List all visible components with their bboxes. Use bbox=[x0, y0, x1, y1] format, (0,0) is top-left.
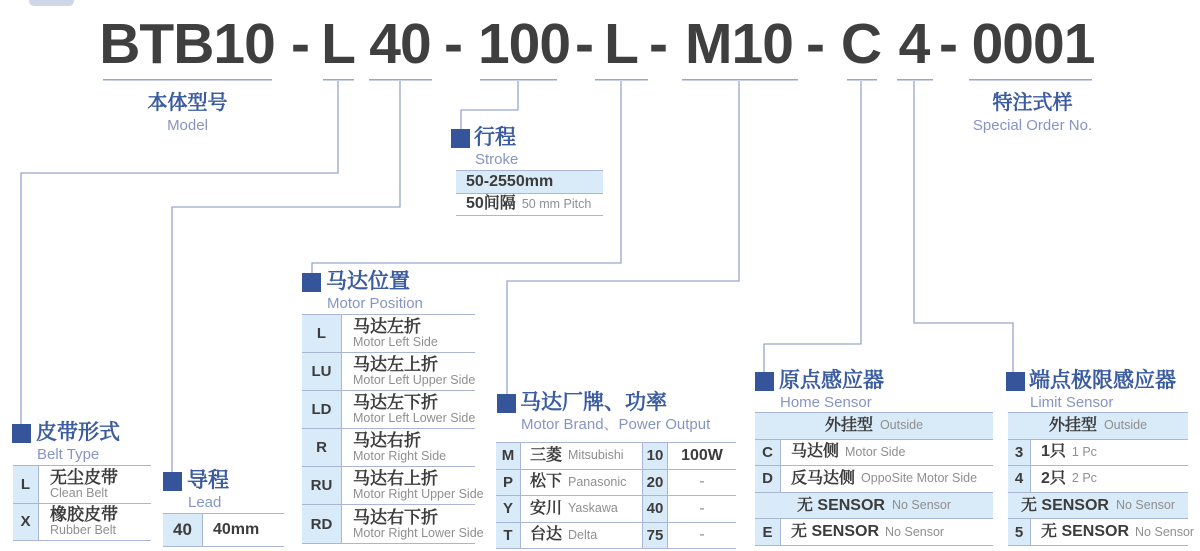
lead-table bbox=[163, 513, 284, 547]
brand-en: Panasonic bbox=[568, 474, 627, 489]
code-cell: RD bbox=[302, 505, 342, 542]
label-zh: 马达右上折 bbox=[353, 469, 438, 489]
label-en: OppoSite Motor Side bbox=[861, 471, 978, 486]
group-header-en: No Sensor bbox=[891, 498, 952, 513]
label-en: 1 Pc bbox=[1071, 444, 1097, 459]
model-code-segment: M10 bbox=[685, 12, 793, 76]
model-label-en: Model bbox=[167, 117, 208, 134]
table-row bbox=[496, 470, 736, 497]
label-cell bbox=[781, 466, 977, 492]
label-zh: 40mm bbox=[213, 521, 260, 538]
label-zh: 反马达侧 bbox=[791, 469, 856, 487]
code-cell: 5 bbox=[1008, 519, 1031, 545]
limit-sensor-title-zh: 端点极限感应器 bbox=[1029, 369, 1176, 392]
table-row bbox=[456, 171, 603, 194]
table-row bbox=[496, 496, 736, 523]
belt-type-title-zh: 皮带形式 bbox=[36, 421, 120, 444]
group-header-zh: 无 SENSOR bbox=[796, 496, 885, 514]
table-row bbox=[13, 504, 151, 542]
table-row bbox=[496, 443, 736, 470]
label-en: Motor Right Lower Side bbox=[353, 525, 484, 540]
table-group-header bbox=[755, 413, 993, 440]
code-cell: 3 bbox=[1008, 440, 1031, 466]
label-cell bbox=[1031, 519, 1195, 545]
brand-cell bbox=[521, 523, 643, 549]
stroke-value-zh: 50-2550mm bbox=[466, 172, 554, 190]
code-cell: T bbox=[496, 523, 521, 549]
label-cell bbox=[39, 504, 118, 541]
motor-position-table bbox=[302, 314, 484, 544]
label-cell bbox=[781, 519, 944, 545]
home-sensor-title-zh: 原点感应器 bbox=[779, 369, 884, 392]
label-cell bbox=[781, 440, 905, 466]
table-row bbox=[302, 429, 475, 467]
stroke-cell bbox=[456, 194, 591, 216]
label-en: Rubber Belt bbox=[50, 523, 117, 538]
motor-position-square-icon bbox=[302, 273, 321, 292]
lead-title-en: Lead bbox=[188, 494, 222, 511]
model-code-segment: - bbox=[806, 12, 824, 76]
section-special-order bbox=[955, 91, 1110, 135]
label-cell bbox=[1031, 440, 1097, 466]
model-code bbox=[0, 0, 1200, 90]
label-en: Motor Left Side bbox=[353, 335, 438, 350]
model-code-segment: - bbox=[444, 12, 462, 76]
model-code-segment: - bbox=[939, 12, 957, 76]
motor-position-title-en: Motor Position bbox=[327, 295, 423, 312]
model-code-segment: BTB10 bbox=[99, 12, 275, 76]
label-cell bbox=[342, 429, 446, 466]
stroke-square-icon bbox=[451, 129, 470, 148]
power-value-cell: - bbox=[699, 499, 705, 517]
motor-brand-square-icon bbox=[497, 394, 516, 413]
home-sensor-table bbox=[755, 412, 993, 546]
code-cell: L bbox=[302, 315, 342, 352]
home-sensor-title-en: Home Sensor bbox=[780, 394, 872, 411]
code-cell: P bbox=[496, 470, 521, 496]
label-zh: 无尘皮带 bbox=[50, 467, 118, 487]
group-header-zh: 无 SENSOR bbox=[1020, 496, 1109, 514]
table-row bbox=[1008, 466, 1188, 493]
code-cell: D bbox=[755, 466, 781, 492]
table-row bbox=[302, 467, 484, 505]
table-row bbox=[1008, 519, 1195, 546]
power-value-cell: - bbox=[699, 473, 705, 491]
code-cell: LU bbox=[302, 353, 342, 390]
label-cell bbox=[342, 467, 484, 504]
limit-sensor-table bbox=[1008, 412, 1195, 546]
label-en: No Sensor bbox=[885, 524, 945, 539]
belt-type-table bbox=[13, 465, 151, 541]
label-en: Clean Belt bbox=[50, 485, 108, 500]
table-row bbox=[755, 519, 993, 546]
model-code-segment: - bbox=[649, 12, 667, 76]
table-row bbox=[302, 353, 475, 391]
model-code-segment: L bbox=[321, 12, 355, 76]
code-cell: LD bbox=[302, 391, 342, 428]
code-cell: RU bbox=[302, 467, 342, 504]
home-sensor-square-icon bbox=[755, 372, 774, 391]
motor-brand-table bbox=[496, 442, 736, 549]
brand-zh: 安川 bbox=[530, 499, 563, 517]
label-cell bbox=[342, 391, 475, 428]
label-zh: 马达右下折 bbox=[353, 507, 438, 527]
code-cell: R bbox=[302, 429, 342, 466]
power-value-cell: 100W bbox=[681, 446, 723, 464]
table-row bbox=[13, 466, 151, 504]
lead-title-zh: 导程 bbox=[187, 469, 229, 492]
section-model bbox=[103, 91, 272, 135]
label-en: No Sensor bbox=[1135, 524, 1195, 539]
brand-zh: 台达 bbox=[530, 526, 563, 544]
limit-sensor-title-en: Limit Sensor bbox=[1030, 394, 1114, 411]
label-en: Motor Left Lower Side bbox=[353, 411, 476, 426]
model-code-segment: L bbox=[604, 12, 638, 76]
label-zh: 无 SENSOR bbox=[791, 523, 880, 541]
group-header-zh: 外挂型 bbox=[824, 416, 873, 434]
model-code-segment: 40 bbox=[369, 12, 431, 76]
power-code-cell: 20 bbox=[643, 470, 668, 496]
special-order-label-zh: 特注式样 bbox=[992, 92, 1073, 114]
brand-zh: 松下 bbox=[530, 473, 563, 491]
label-zh: 无 SENSOR bbox=[1041, 523, 1130, 541]
code-cell: E bbox=[755, 519, 781, 545]
label-zh: 马达右折 bbox=[353, 431, 421, 451]
label-zh: 马达左上折 bbox=[353, 355, 438, 375]
power-code-cell: 40 bbox=[643, 496, 668, 522]
table-row bbox=[302, 505, 484, 543]
belt-type-title-en: Belt Type bbox=[37, 446, 100, 463]
stroke-title-zh: 行程 bbox=[474, 126, 516, 149]
label-en: Motor Left Upper Side bbox=[353, 373, 476, 388]
model-code-segment: C bbox=[840, 12, 882, 76]
code-cell: M bbox=[496, 443, 521, 469]
brand-en: Delta bbox=[568, 527, 598, 542]
label-cell bbox=[39, 466, 118, 503]
motor-position-title-zh: 马达位置 bbox=[326, 270, 410, 293]
group-header-zh: 外挂型 bbox=[1048, 416, 1097, 434]
label-cell bbox=[342, 353, 475, 390]
table-row bbox=[302, 391, 475, 429]
model-code-segment: - bbox=[575, 12, 593, 76]
group-header-en: No Sensor bbox=[1115, 498, 1176, 513]
power-code-cell: 10 bbox=[643, 443, 668, 469]
group-header-en: Outside bbox=[879, 418, 924, 433]
table-group-header bbox=[1008, 413, 1188, 440]
label-cell bbox=[342, 315, 438, 352]
brand-zh: 三菱 bbox=[530, 446, 563, 464]
stroke-title-en: Stroke bbox=[475, 151, 519, 168]
label-zh: 2只 bbox=[1041, 469, 1066, 487]
label-zh: 马达左下折 bbox=[353, 393, 438, 413]
model-code-segment: 4 bbox=[898, 12, 930, 76]
label-cell bbox=[203, 514, 265, 546]
code-cell: 4 bbox=[1008, 466, 1031, 492]
label-en: Motor Right Upper Side bbox=[353, 487, 484, 502]
belt-type-square-icon bbox=[12, 424, 31, 443]
group-header-en: Outside bbox=[1103, 418, 1148, 433]
brand-en: Mitsubishi bbox=[568, 448, 624, 463]
special-order-label-en: Special Order No. bbox=[972, 117, 1093, 134]
lead-square-icon bbox=[163, 472, 182, 491]
label-cell bbox=[342, 505, 484, 542]
table-group-header bbox=[1008, 493, 1188, 520]
code-cell: X bbox=[13, 504, 39, 541]
power-code-cell: 75 bbox=[643, 523, 668, 549]
table-row bbox=[302, 315, 475, 353]
stroke-table bbox=[456, 170, 603, 216]
brand-cell bbox=[521, 443, 643, 469]
model-code-segment: - bbox=[291, 12, 309, 76]
label-cell bbox=[1031, 466, 1097, 492]
table-group-header bbox=[755, 493, 993, 520]
power-value-cell: - bbox=[699, 526, 705, 544]
code-cell: 40 bbox=[163, 514, 203, 546]
motor-brand-title-en: Motor Brand、Power Output bbox=[521, 416, 711, 433]
model-code-segment: 0001 bbox=[971, 12, 1095, 76]
label-en: 2 Pc bbox=[1071, 471, 1097, 486]
code-cell: Y bbox=[496, 496, 521, 522]
stroke-value-zh: 50间隔 bbox=[466, 195, 516, 213]
limit-sensor-square-icon bbox=[1006, 372, 1025, 391]
table-row bbox=[163, 514, 284, 547]
label-zh: 橡胶皮带 bbox=[50, 505, 118, 525]
model-label-zh: 本体型号 bbox=[147, 92, 228, 114]
stroke-value-en: 50 mm Pitch bbox=[521, 196, 592, 211]
table-row bbox=[755, 440, 993, 467]
label-en: Motor Side bbox=[845, 444, 906, 459]
code-cell: C bbox=[755, 440, 781, 466]
brand-cell bbox=[521, 496, 643, 522]
table-row bbox=[1008, 440, 1188, 467]
label-en: Motor Right Side bbox=[353, 449, 447, 464]
table-row bbox=[496, 523, 736, 550]
motor-brand-title-zh: 马达厂牌、功率 bbox=[520, 391, 667, 414]
brand-cell bbox=[521, 470, 643, 496]
label-zh: 1只 bbox=[1041, 443, 1066, 461]
label-zh: 马达左折 bbox=[353, 317, 421, 337]
label-zh: 马达侧 bbox=[791, 443, 840, 461]
code-cell: L bbox=[13, 466, 39, 503]
stroke-cell bbox=[456, 171, 559, 193]
table-row bbox=[755, 466, 993, 493]
table-row bbox=[456, 194, 603, 217]
model-code-segment: 100 bbox=[477, 12, 571, 76]
brand-en: Yaskawa bbox=[568, 501, 618, 516]
